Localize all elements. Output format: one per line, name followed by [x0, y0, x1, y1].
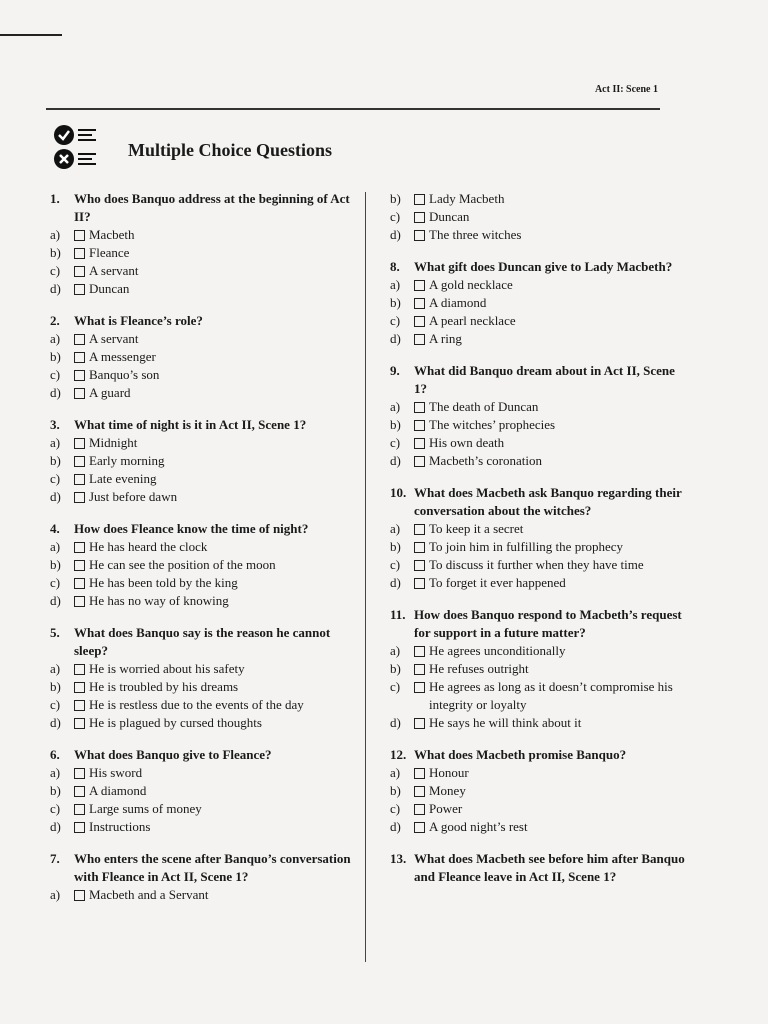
question-text: What gift does Duncan give to Lady Macbeth? [414, 259, 673, 274]
question-block [390, 606, 690, 732]
option-text: Instructions [89, 819, 151, 834]
option-text: Lady Macbeth [429, 191, 505, 206]
option-text: Duncan [429, 209, 470, 224]
option-letter: b) [390, 191, 401, 206]
question-number: 13. [390, 851, 407, 866]
option-text: Honour [429, 765, 469, 780]
option-letter: d) [390, 331, 401, 346]
question-number: 6. [50, 747, 60, 762]
question-line [50, 746, 362, 764]
answer-option[interactable] [390, 330, 690, 348]
checkbox-icon[interactable] [74, 334, 85, 345]
option-letter: a) [50, 331, 61, 346]
option-letter: b) [50, 679, 61, 694]
checkbox-icon[interactable] [414, 768, 425, 779]
question-block [390, 190, 690, 244]
answer-option[interactable] [50, 262, 362, 280]
checkbox-icon[interactable] [74, 682, 85, 693]
checkbox-icon[interactable] [414, 578, 425, 589]
answer-option[interactable] [50, 800, 362, 818]
question-number: 2. [50, 313, 60, 328]
option-letter: d) [390, 715, 401, 730]
answer-option[interactable] [50, 384, 362, 402]
option-text: Fleance [89, 245, 130, 260]
checkbox-icon[interactable] [74, 664, 85, 675]
option-letter: b) [390, 661, 401, 676]
option-letter: d) [50, 281, 61, 296]
question-line [390, 484, 690, 520]
answer-option[interactable] [50, 782, 362, 800]
question-line [390, 362, 690, 398]
checkbox-icon[interactable] [414, 456, 425, 467]
answer-option[interactable] [390, 800, 690, 818]
option-text: Large sums of money [89, 801, 202, 816]
option-letter: d) [390, 819, 401, 834]
option-text: The witches’ prophecies [429, 417, 556, 432]
checkbox-icon[interactable] [414, 560, 425, 571]
option-text: A diamond [89, 783, 147, 798]
answer-option[interactable] [50, 660, 362, 678]
answer-option[interactable] [390, 764, 690, 782]
act-scene-label: Act II: Scene 1 [594, 84, 658, 95]
question-text: What time of night is it in Act II, Scene 1? [74, 417, 307, 432]
option-letter: c) [50, 575, 61, 590]
page-edge-line [0, 34, 62, 36]
option-letter: d) [50, 385, 61, 400]
answer-option[interactable] [390, 520, 690, 538]
option-letter: a) [50, 661, 61, 676]
answer-option[interactable] [50, 470, 362, 488]
checkbox-icon[interactable] [74, 284, 85, 295]
question-line [50, 416, 362, 434]
question-block [50, 416, 362, 506]
option-text: To keep it a secret [429, 521, 524, 536]
checkbox-icon[interactable] [414, 212, 425, 223]
answer-option[interactable] [50, 244, 362, 262]
question-number: 4. [50, 521, 60, 536]
option-letter: c) [390, 313, 401, 328]
answer-option[interactable] [390, 398, 690, 416]
header-rule [46, 108, 660, 110]
answer-option[interactable] [50, 886, 362, 904]
option-text: A gold necklace [429, 277, 513, 292]
checkbox-icon[interactable] [74, 700, 85, 711]
option-letter: b) [390, 417, 401, 432]
answer-option[interactable] [390, 294, 690, 312]
checkbox-icon[interactable] [414, 420, 425, 431]
option-letter: d) [390, 575, 401, 590]
checkbox-icon[interactable] [414, 664, 425, 675]
answer-option[interactable] [390, 714, 690, 732]
checkbox-icon[interactable] [414, 230, 425, 241]
question-text: What did Banquo dream about in Act II, Scene 1? [414, 363, 675, 396]
answer-option[interactable] [50, 434, 362, 452]
option-letter: d) [50, 819, 61, 834]
option-letter: c) [390, 435, 401, 450]
option-text: His own death [429, 435, 505, 450]
answer-option[interactable] [50, 574, 362, 592]
option-text: A ring [429, 331, 462, 346]
option-text: A messenger [89, 349, 156, 364]
option-letter: c) [50, 471, 61, 486]
question-text: What does Macbeth ask Banquo regarding their conversation about the witches? [414, 485, 682, 518]
option-letter: c) [390, 801, 401, 816]
checkbox-icon[interactable] [414, 402, 425, 413]
option-letter: d) [50, 593, 61, 608]
option-text: The three witches [429, 227, 522, 242]
question-text: How does Banquo respond to Macbeth’s request for support in a future matter? [414, 607, 682, 640]
question-block [390, 484, 690, 592]
option-letter: c) [390, 209, 401, 224]
answer-option[interactable] [390, 312, 690, 330]
option-text: He is restless due to the events of the day [89, 697, 304, 712]
checkbox-icon[interactable] [414, 786, 425, 797]
answer-option[interactable] [390, 190, 690, 208]
checkbox-icon[interactable] [414, 334, 425, 345]
answer-option[interactable] [390, 660, 690, 678]
question-text: What does Macbeth see before him after Banquo and Fleance leave in Act II, Scene 1? [414, 851, 685, 884]
answer-option[interactable] [50, 818, 362, 836]
option-letter: c) [390, 557, 401, 572]
option-text: He has no way of knowing [89, 593, 229, 608]
option-text: A pearl necklace [429, 313, 516, 328]
option-letter: d) [390, 227, 401, 242]
checkbox-icon[interactable] [414, 524, 425, 535]
answer-option[interactable] [50, 714, 362, 732]
option-text: A guard [89, 385, 131, 400]
right-question-column [390, 190, 690, 900]
question-block [50, 312, 362, 402]
question-number: 9. [390, 363, 400, 378]
checkbox-icon[interactable] [74, 890, 85, 901]
question-line [50, 624, 362, 660]
checkbox-icon[interactable] [414, 822, 425, 833]
checkbox-icon[interactable] [414, 718, 425, 729]
question-number: 5. [50, 625, 60, 640]
checkbox-icon[interactable] [74, 718, 85, 729]
answer-option[interactable] [50, 366, 362, 384]
option-text: Midnight [89, 435, 138, 450]
check-cross-list-icon [52, 124, 102, 170]
question-line [390, 850, 690, 886]
answer-option[interactable] [50, 280, 362, 298]
answer-option[interactable] [390, 416, 690, 434]
option-letter: b) [390, 295, 401, 310]
question-line [390, 606, 690, 642]
option-text: Power [429, 801, 463, 816]
option-text: Money [429, 783, 466, 798]
checkbox-icon[interactable] [414, 316, 425, 327]
option-text: He is worried about his safety [89, 661, 245, 676]
question-block [50, 850, 362, 904]
option-letter: d) [50, 489, 61, 504]
checkbox-icon[interactable] [74, 438, 85, 449]
question-block [390, 850, 690, 886]
option-text: A servant [89, 263, 139, 278]
option-text: Late evening [89, 471, 157, 486]
answer-option[interactable] [390, 574, 690, 592]
checkbox-icon[interactable] [74, 352, 85, 363]
option-letter: a) [50, 887, 61, 902]
answer-option[interactable] [390, 642, 690, 660]
answer-option[interactable] [390, 276, 690, 294]
answer-option[interactable] [50, 330, 362, 348]
question-line [50, 312, 362, 330]
page-title: Multiple Choice Questions [128, 140, 333, 160]
answer-option[interactable] [50, 696, 362, 714]
option-text: To discuss it further when they have time [429, 557, 644, 572]
answer-option[interactable] [390, 452, 690, 470]
question-block [50, 190, 362, 298]
answer-option[interactable] [390, 556, 690, 574]
option-letter: b) [390, 539, 401, 554]
option-text: To join him in fulfilling the prophecy [429, 539, 624, 554]
question-text: Who does Banquo address at the beginning of Act II? [74, 191, 350, 224]
option-letter: a) [390, 399, 401, 414]
option-letter: c) [50, 801, 61, 816]
answer-option[interactable] [390, 538, 690, 556]
question-number: 1. [50, 191, 60, 206]
question-line [50, 850, 362, 886]
option-text: Macbeth’s coronation [429, 453, 542, 468]
checkbox-icon[interactable] [414, 804, 425, 815]
checkbox-icon[interactable] [74, 248, 85, 259]
option-letter: c) [50, 367, 61, 382]
option-text: He has been told by the king [89, 575, 238, 590]
answer-option[interactable] [50, 538, 362, 556]
column-divider [365, 192, 366, 962]
checkbox-icon[interactable] [74, 474, 85, 485]
question-number: 3. [50, 417, 60, 432]
question-number: 8. [390, 259, 400, 274]
question-block [390, 362, 690, 470]
option-letter: b) [50, 557, 61, 572]
checkbox-icon[interactable] [74, 456, 85, 467]
question-block [390, 258, 690, 348]
option-text: Banquo’s son [89, 367, 160, 382]
question-number: 11. [390, 607, 406, 622]
answer-option[interactable] [390, 434, 690, 452]
checkbox-icon[interactable] [74, 768, 85, 779]
checkbox-icon[interactable] [74, 542, 85, 553]
question-block [50, 746, 362, 836]
checkbox-icon[interactable] [74, 578, 85, 589]
option-text: He says he will think about it [429, 715, 582, 730]
question-line [50, 190, 362, 226]
option-letter: a) [50, 765, 61, 780]
option-text: He can see the position of the moon [89, 557, 276, 572]
option-text: He is plagued by cursed thoughts [89, 715, 262, 730]
answer-option[interactable] [50, 678, 362, 696]
option-text: He agrees as long as it doesn’t compromise his integrity or loyalty [429, 679, 673, 712]
answer-option[interactable] [50, 226, 362, 244]
option-letter: a) [50, 539, 61, 554]
option-letter: d) [390, 453, 401, 468]
option-text: A servant [89, 331, 139, 346]
option-text: He is troubled by his dreams [89, 679, 239, 694]
option-letter: b) [50, 783, 61, 798]
question-block [50, 520, 362, 610]
option-text: Just before dawn [89, 489, 178, 504]
question-number: 10. [390, 485, 407, 500]
option-letter: b) [50, 349, 61, 364]
option-letter: a) [390, 643, 401, 658]
checkbox-icon[interactable] [414, 298, 425, 309]
checkbox-icon[interactable] [74, 560, 85, 571]
option-text: A good night’s rest [429, 819, 528, 834]
answer-option[interactable] [390, 678, 690, 714]
answer-option[interactable] [390, 208, 690, 226]
option-text: Early morning [89, 453, 165, 468]
question-line [50, 520, 362, 538]
option-text: He refuses outright [429, 661, 529, 676]
checkbox-icon[interactable] [414, 438, 425, 449]
option-letter: a) [50, 227, 61, 242]
option-text: He agrees unconditionally [429, 643, 566, 658]
option-text: Macbeth and a Servant [89, 887, 209, 902]
checkbox-icon[interactable] [414, 542, 425, 553]
option-text: He has heard the clock [89, 539, 208, 554]
option-letter: a) [390, 765, 401, 780]
answer-option[interactable] [390, 226, 690, 244]
option-letter: a) [50, 435, 61, 450]
checkbox-icon[interactable] [414, 682, 425, 693]
option-text: Macbeth [89, 227, 135, 242]
question-line [390, 746, 690, 764]
checkbox-icon[interactable] [414, 280, 425, 291]
checkbox-icon[interactable] [74, 596, 85, 607]
option-text: A diamond [429, 295, 487, 310]
option-letter: d) [50, 715, 61, 730]
option-text: The death of Duncan [429, 399, 539, 414]
checkbox-icon[interactable] [74, 266, 85, 277]
question-text: Who enters the scene after Banquo’s conversation with Fleance in Act II, Scene 1? [74, 851, 351, 884]
option-letter: b) [50, 245, 61, 260]
checkbox-icon[interactable] [414, 646, 425, 657]
checkbox-icon[interactable] [74, 786, 85, 797]
answer-option[interactable] [390, 818, 690, 836]
answer-option[interactable] [390, 782, 690, 800]
checkbox-icon[interactable] [74, 388, 85, 399]
option-text: His sword [89, 765, 143, 780]
checkbox-icon[interactable] [414, 194, 425, 205]
option-letter: a) [390, 521, 401, 536]
checkbox-icon[interactable] [74, 230, 85, 241]
option-letter: b) [50, 453, 61, 468]
option-letter: a) [390, 277, 401, 292]
answer-option[interactable] [50, 764, 362, 782]
checkbox-icon[interactable] [74, 492, 85, 503]
question-text: What is Fleance’s role? [74, 313, 203, 328]
answer-option[interactable] [50, 592, 362, 610]
option-letter: c) [390, 679, 401, 694]
answer-option[interactable] [50, 452, 362, 470]
question-line [390, 258, 690, 276]
option-text: Duncan [89, 281, 130, 296]
option-letter: b) [390, 783, 401, 798]
option-text: To forget it ever happened [429, 575, 566, 590]
option-letter: c) [50, 697, 61, 712]
question-text: What does Banquo say is the reason he cannot sleep? [74, 625, 331, 658]
checkbox-icon[interactable] [74, 370, 85, 381]
left-question-column [50, 190, 362, 918]
checkbox-icon[interactable] [74, 804, 85, 815]
answer-option[interactable] [50, 488, 362, 506]
option-letter: c) [50, 263, 61, 278]
question-number: 7. [50, 851, 60, 866]
question-number: 12. [390, 747, 407, 762]
question-block [50, 624, 362, 732]
question-text: What does Banquo give to Fleance? [74, 747, 272, 762]
question-text: How does Fleance know the time of night? [74, 521, 309, 536]
checkbox-icon[interactable] [74, 822, 85, 833]
question-block [390, 746, 690, 836]
answer-option[interactable] [50, 348, 362, 366]
answer-option[interactable] [50, 556, 362, 574]
question-text: What does Macbeth promise Banquo? [414, 747, 627, 762]
